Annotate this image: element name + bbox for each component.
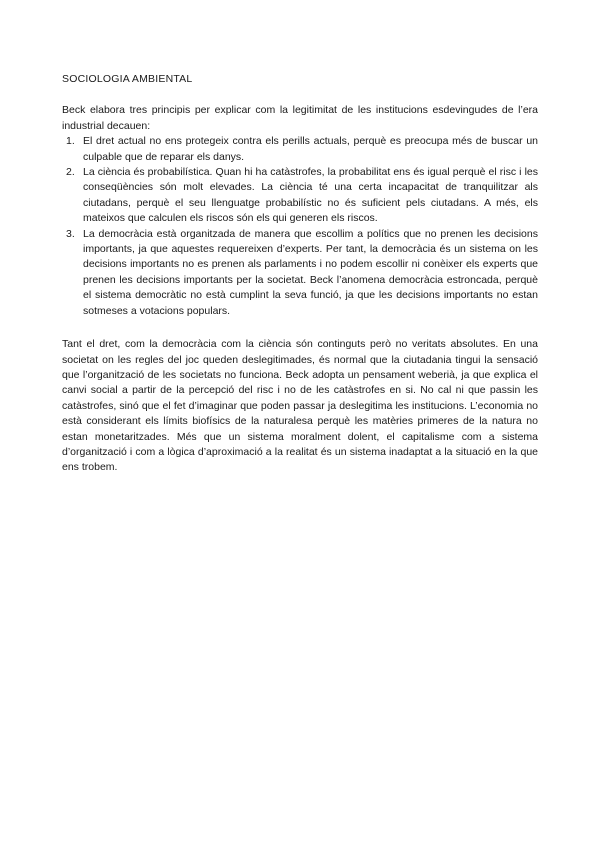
document-title: SOCIOLOGIA AMBIENTAL [62, 73, 193, 85]
principle-text: La democràcia està organitzada de manera que escollim a polítics que no prenen les decisions importants, ja que aquestes requereixen d’experts. Per tant, la democràcia és un sistema on les decisions importants no es prenen als parlaments i no podem escollir ni conèixer els experts que prenen les decisions importants per la societat. Beck l’anomena democràcia estroncada, perquè el sistema democràtic no està cumplint la seva funció, ja que les decisions importants no estan sotmeses a votacions populars. [83, 227, 538, 317]
closing-paragraph: Tant el dret, com la democràcia com la ciència són continguts però no veritats absolutes. En una societat on les regles del joc queden deslegitimades, és normal que la ciutadania tingui la sensació que l’organització de les societats no funciona. Beck adopta un pensament weberià, ja que explica el canvi social a partir de la percepció del risc i no de les catàstrofes en si. No cal ni que passin les catàstrofes, sinó que el fet d’imaginar que poden passar ja deslegitima les institucions. L’economia no està considerant els límits biofísics de la naturalesa perquè les matèries primeres de la natura no estan monetaritzades. Més que un sistema moralment dolent, el capitalisme com a sistema d’organització i com a lògica d’aproximació a la realitat és un sistema inadaptat a la situació en la que ens trobem. [62, 338, 538, 474]
principle-number: 2. [66, 166, 75, 179]
principle-number: 3. [66, 227, 75, 240]
principle-text: La ciència és probabilística. Quan hi ha catàstrofes, la probabilitat ens és igual perquè el risc i les conseqüències són molt elevades. La ciència té una certa incapacitat de tranquilitzar als ciutadans, perquè el seu llenguatge probabilístic no és suficient pels ciutadans. A més, els mateixos que calculen els riscos són els qui generen els riscos. [83, 166, 538, 225]
principle-item-2 [62, 165, 538, 227]
principle-item-3 [62, 227, 538, 319]
intro-paragraph: Beck elabora tres principis per explicar com la legitimitat de les institucions esdevingudes de l’era industrial decauen: [62, 104, 538, 132]
principles-list [62, 134, 538, 319]
principle-text: El dret actual no ens protegeix contra els perills actuals, perquè es preocupa més de buscar un culpable que de reparar els danys. [83, 135, 538, 163]
principle-number: 1. [66, 135, 75, 148]
principle-item-1 [62, 134, 538, 165]
document-page [62, 72, 538, 476]
